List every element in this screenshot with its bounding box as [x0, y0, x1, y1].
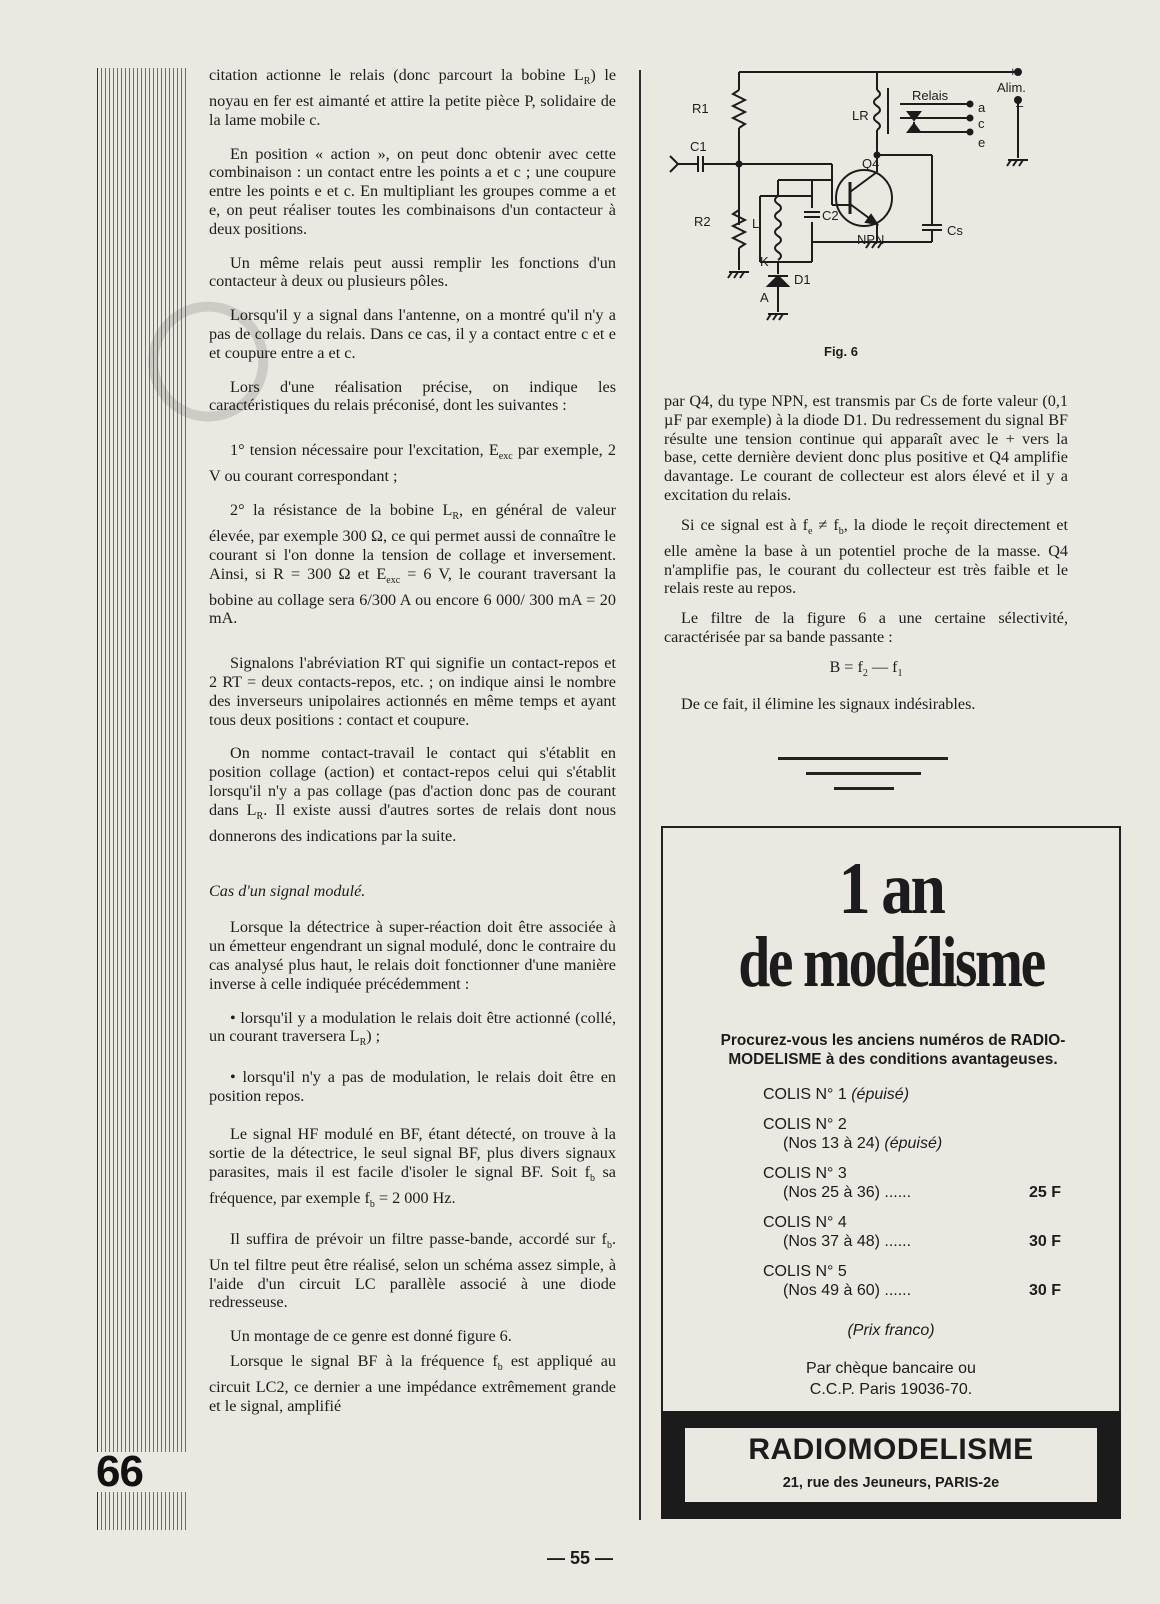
ad-title-line2: de modélisme [738, 922, 1044, 1002]
label-q4: Q4 [862, 156, 880, 171]
list-item: COLIS N° 2 (Nos 13 à 24) (épuisé) [763, 1116, 943, 1152]
label-anode: A [760, 290, 769, 305]
formula: $B = f_2$ — $f_1$ [829, 657, 903, 680]
decorative-rule [806, 772, 921, 775]
paragraph: Lorsqu'il y a signal dans l'antenne, on a montré qu'il n'y a pas de collage du relais. Dans ce cas, il y a contact entre c et e et coupure entre a et c. [209, 306, 616, 362]
label-c2: C2 [822, 208, 839, 223]
paragraph: Un montage de ce genre est donné figure 6. [230, 1327, 512, 1346]
ad-colis-list [763, 1085, 1063, 1311]
bullet-item: • lorsqu'il y a modulation le relais doit être actionné (collé, un courant traversera $L_R$) ; [209, 1008, 616, 1049]
label-relais: Relais [912, 88, 949, 103]
list-item: COLIS N° 3 (Nos 25 à 36) ...... 25 F [763, 1165, 1061, 1201]
bullet-item: • lorsqu'il n'y a pas de modulation, le relais doit être en position repos. [209, 1068, 616, 1106]
section-heading: Cas d'un signal modulé. [209, 881, 366, 900]
label-minus: – [1016, 98, 1024, 113]
paragraph: Lors d'une réalisation précise, on indique les caractéristiques du relais préconisé, dont les suivantes : [209, 377, 616, 415]
sidebar-stripes [97, 68, 188, 1530]
paragraph: par Q4, du type NPN, est transmis par Cs de forte valeur (0,1 µF par exemple) à la diode D1. Du redressement du signal BF résulte une tension continue qui apparaît avec le + vers la base, cette dernière devient donc plus positive et Q4 amplifie davantage. Le courant de collecteur est alors élevé et il y a excitation du relais. [664, 392, 1068, 504]
label-a: a [978, 100, 986, 115]
decorative-rule [834, 787, 894, 790]
label-npn: NPN [857, 232, 885, 247]
paragraph: Le filtre de la figure 6 a une certaine sélectivité, caractérisée par sa bande passante : [664, 609, 1068, 646]
paragraph: 1° tension nécessaire pour l'excitation, $E_{exc}$ par exemple, 2 V ou courant correspondant ; [209, 441, 616, 486]
label-r1: R1 [692, 101, 709, 116]
ad-footer-band [661, 1411, 1121, 1519]
advertisement [661, 826, 1121, 1519]
label-r2: R2 [694, 214, 711, 229]
paragraph: Si ce signal est à $f_e \ne f_b$, la diode le reçoit directement et elle amène la base à un potentiel proche de la masse. Q4 n'amplifie pas, le courant du collecteur est très faible et le relais reste au repos. [664, 515, 1069, 598]
paragraph: Signalons l'abréviation RT qui signifie un contact-repos et 2 RT = deux contacts-repos, etc. ; on indique ainsi le nombre des inverseurs unipolaires actionnés en même temps et ayant tous deux positions : contact et coupure. [209, 654, 616, 729]
paragraph: De ce fait, il élimine les signaux indésirables. [681, 694, 976, 713]
label-d1: D1 [794, 272, 811, 287]
label-alim: Alim. [997, 80, 1026, 95]
label-lr: LR [852, 108, 869, 123]
paragraph: Lorsque le signal BF à la fréquence $f_b$ est appliqué au circuit LC2, ce dernier a une impédance extrêmement grande et le signal, amplifié [209, 1351, 616, 1415]
ad-title-line1: 1 an [838, 848, 944, 930]
ad-brand: RADIOMODELISME [748, 1433, 1034, 1466]
ad-address: 21, rue des Jeuneurs, PARIS-2e [782, 1475, 1000, 1491]
column-divider [639, 70, 641, 1520]
label-e: e [978, 135, 986, 150]
circuit-diagram [652, 60, 1072, 370]
paragraph: Un même relais peut aussi remplir les fonctions d'un contacteur à deux ou plusieurs pôles. [209, 253, 616, 291]
folio-number: 66 [96, 1452, 186, 1492]
paragraph: citation actionne le relais (donc parcourt la bobine $L_R$) le noyau en fer est aimanté et attire la petite pièce P, solidaire de la lame mobile c. [209, 66, 617, 129]
list-item: COLIS N° 1 (épuisé) [763, 1086, 910, 1103]
decorative-rule [778, 757, 948, 760]
ad-payment: Par chèque bancaire ou C.C.P. Paris 19036-70. [806, 1360, 976, 1398]
paragraph: Il suffira de prévoir un filtre passe-bande, accordé sur $f_b$. Un tel filtre peut être réalisé, selon un schéma assez simple, à l'aide d'un circuit LC parallèle associé à une diode redresseuse. [209, 1229, 616, 1312]
paragraph: En position « action », on peut donc obtenir avec cette combinaison : un contact entre les points a et c ; une coupure entre les points e et c. En multipliant les groupes comme a et e, on peut réaliser toutes les combinaisons d'un contacteur à deux positions. [209, 144, 616, 238]
paragraph: Le signal HF modulé en BF, étant détecté, on trouve à la sortie de la détectrice, le seul signal BF, plus divers signaux parasites, mais il est facile d'isoler le signal BF. Soit $f_b$ sa fréquence, par exemple $f_b = 2$ 000 Hz. [209, 1125, 616, 1210]
figure-caption: Fig. 6 [824, 344, 858, 359]
ad-intro: Procurez-vous les anciens numéros de RADIO-MODELISME à des conditions avantageuses. [720, 1032, 1066, 1068]
paragraph: On nomme contact-travail le contact qui s'établit en position collage (action) et contact-repos celui qui s'établit lorsqu'il n'y a pas collage (pas d'action donc pas de courant dans $L_R$. Il existe aussi d'autres sortes de relais dont nous donnerons des indications par la suite. [209, 744, 617, 845]
left-column [209, 66, 616, 1431]
ad-franco: (Prix franco) [847, 1322, 935, 1339]
label-c: c [978, 116, 985, 131]
paragraph: Lorsque la détectrice à super-réaction doit être associée à un émetteur engendrant un signal modulé, donc le contraire du cas analysé plus haut, le relais doit fonctionner d'une manière inverse à celle indiquée précédemment : [209, 918, 616, 993]
list-item: COLIS N° 5 (Nos 49 à 60) ...... 30 F [763, 1263, 1061, 1299]
right-column [664, 392, 1068, 725]
list-item: COLIS N° 4 (Nos 37 à 48) ...... 30 F [763, 1214, 1061, 1250]
label-cs: Cs [947, 223, 963, 238]
page-number: — 55 — [546, 1548, 614, 1568]
ad-brand-box [685, 1428, 1097, 1502]
label-l: L [752, 216, 760, 231]
label-k: K [760, 254, 769, 269]
paragraph: 2° la résistance de la bobine $L_R$, en général de valeur élevée, par exemple 300 Ω, ce qui permet aussi de connaître le courant si l'on donne la tension de collage et inversement. Ainsi, si R = 300 Ω et $E_{exc} = 6$ V, le courant traversant la bobine au collage sera 6/300 A ou encore 6 000/ 300 mA = 20 mA. [209, 501, 616, 628]
label-plus: + [1009, 64, 1017, 79]
label-c1: C1 [690, 139, 707, 154]
